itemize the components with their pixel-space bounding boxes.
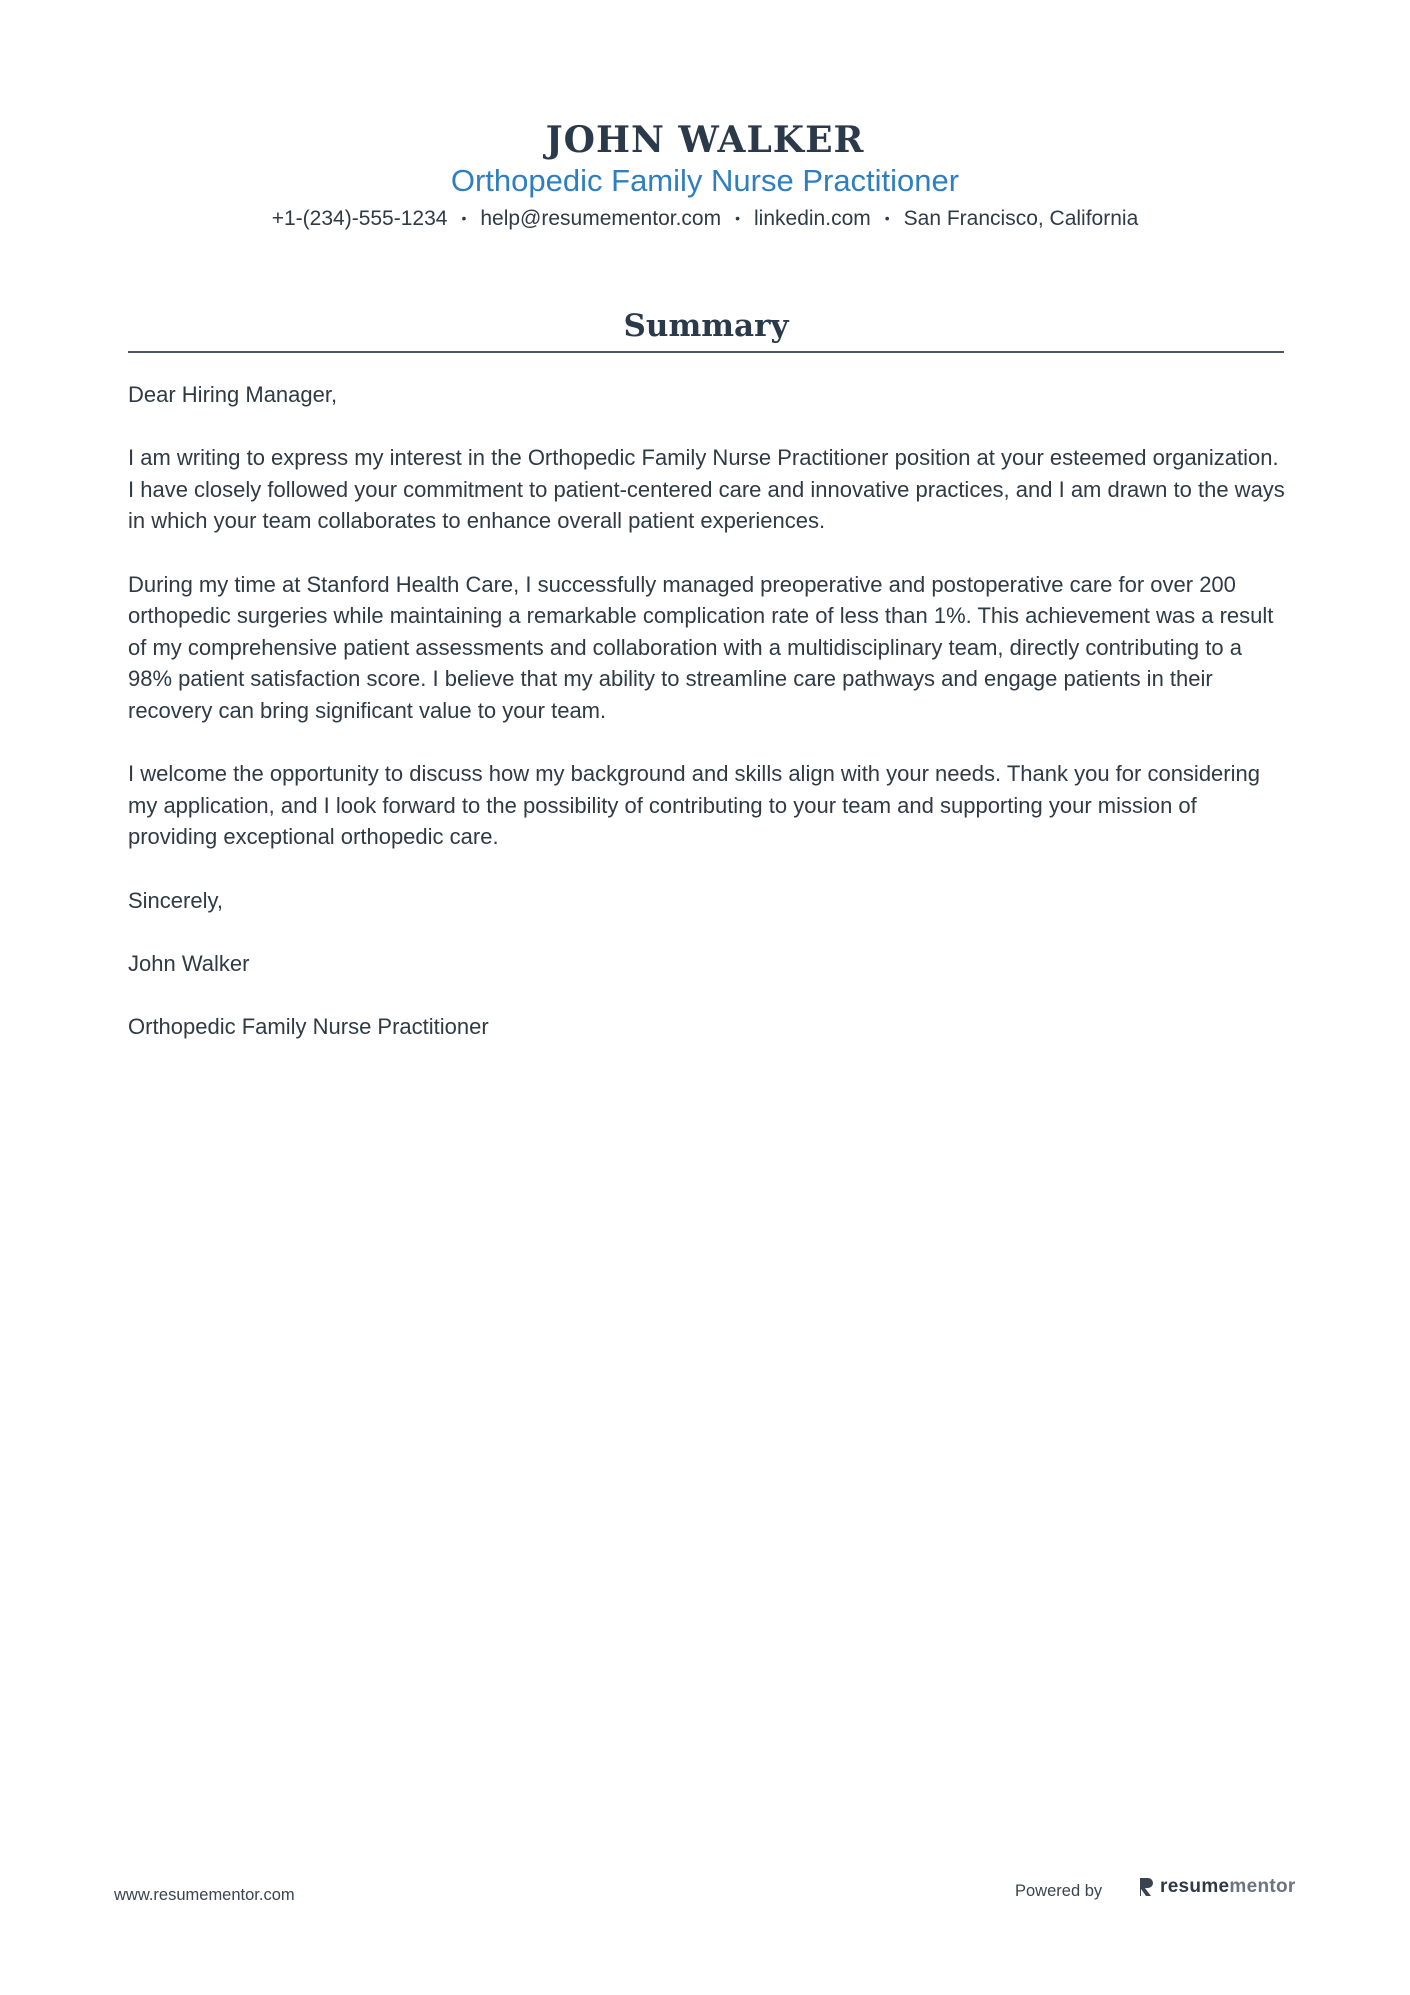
brand-wordmark-strong: resume <box>1160 1876 1230 1897</box>
header <box>0 118 1410 233</box>
brand-wordmark-light: mentor <box>1229 1876 1296 1897</box>
contact-line <box>0 204 1410 233</box>
powered-by-label: Powered by <box>1015 1882 1103 1900</box>
signature-title: Orthopedic Family Nurse Practitioner <box>128 1013 489 1039</box>
resumementor-logo-icon <box>1138 1876 1154 1898</box>
contact-email: help@resumementor.com <box>480 207 722 230</box>
job-title: Orthopedic Family Nurse Practitioner <box>450 163 960 198</box>
letter-paragraph-experience: During my time at Stanford Health Care, I successfully managed preoperative and postoperative care for over 200 orthopedic surgeries while maintaining a remarkable complication rate of less than 1%. This achievement was a result of my comprehensive patient assessments and collaboration with a multidisciplinary team, directly contributing to a 98% patient satisfaction score. I believe that my ability to streamline care pathways and engage patients in their recovery can bring significant value to your team. <box>128 571 1274 723</box>
contact-linkedin: linkedin.com <box>754 207 871 230</box>
separator-dot: • <box>884 210 890 226</box>
section-divider <box>128 351 1284 353</box>
brand-logo <box>1138 1876 1296 1898</box>
candidate-name: JOHN WALKER <box>545 119 865 161</box>
footer-website: www.resumementor.com <box>114 1886 295 1904</box>
salutation: Dear Hiring Manager, <box>128 382 338 407</box>
brand-wordmark <box>1160 1876 1296 1898</box>
contact-location: San Francisco, California <box>903 207 1139 230</box>
separator-dot: • <box>461 210 467 226</box>
letter-paragraph-intro: I am writing to express my interest in the Orthopedic Family Nurse Practitioner position at your esteemed organization. I have closely followed your commitment to patient-centered care and innovative practices, and I am drawn to the ways in which your team collaborates to enhance overall patient experiences. <box>128 445 1285 534</box>
letter-body <box>128 379 1288 1074</box>
separator-dot: • <box>735 210 741 226</box>
letter-paragraph-closing: I welcome the opportunity to discuss how my background and skills align with your needs. Thank you for considering my application, and I look forward to the possibility of contributing to your team and supporting your mission of providing exceptional orthopedic care. <box>128 761 1260 850</box>
closing: Sincerely, <box>128 887 223 913</box>
contact-phone: +1-(234)-555-1234 <box>271 207 448 230</box>
section-title-summary: Summary <box>623 308 789 344</box>
signature-name: John Walker <box>128 950 250 976</box>
